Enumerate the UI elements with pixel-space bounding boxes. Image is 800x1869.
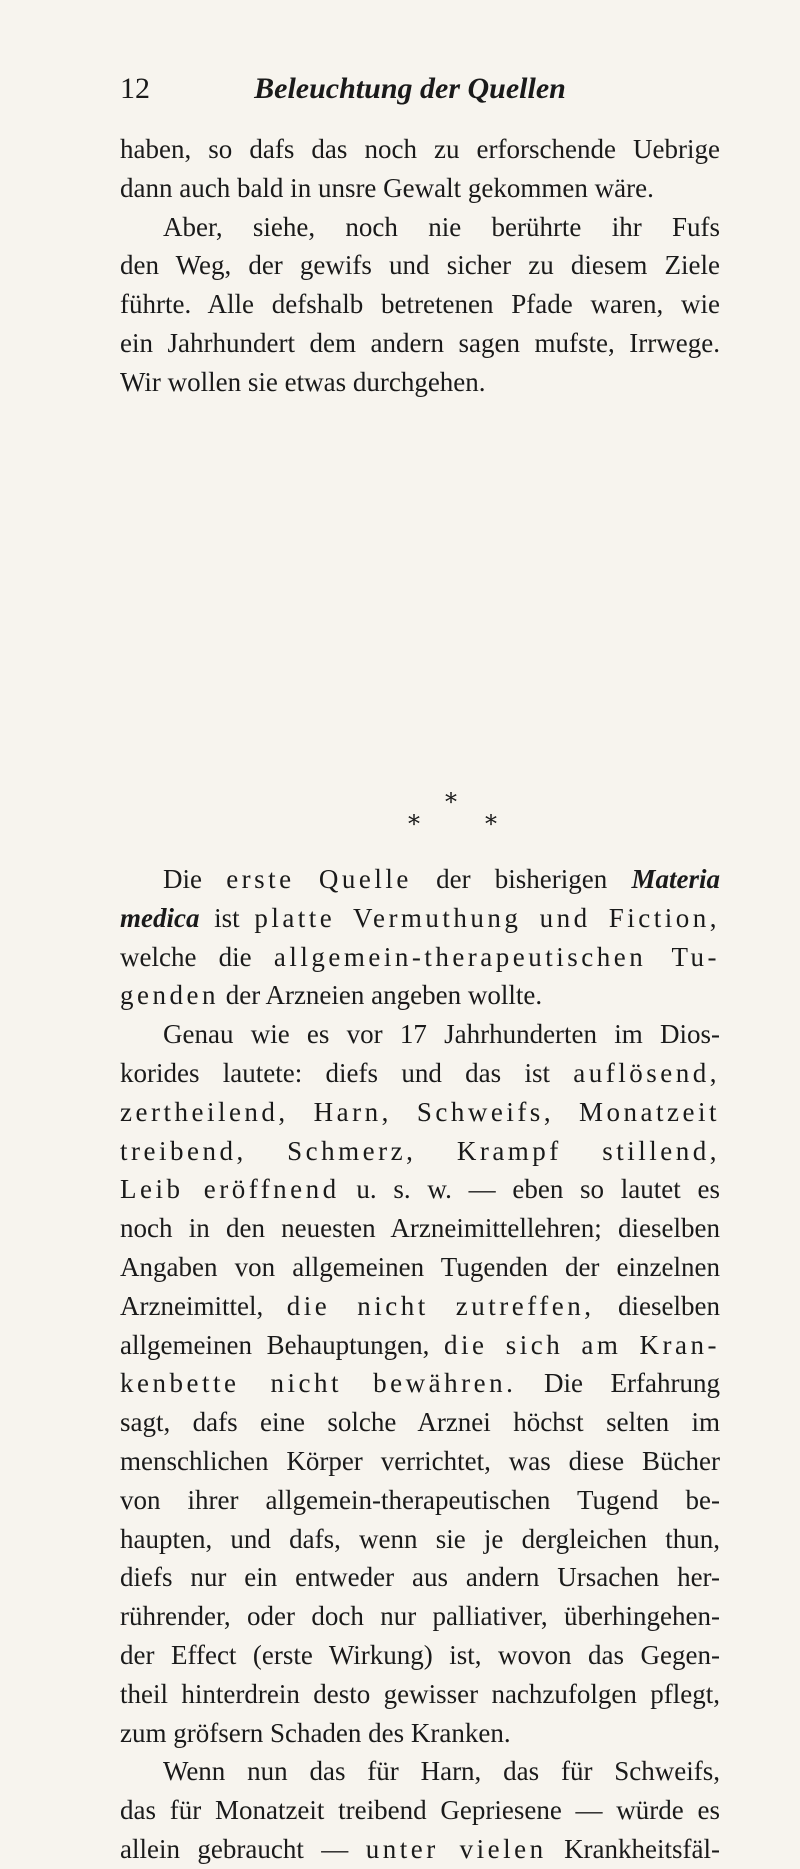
text-line: Wir wollen sie etwas durchgehen. [120, 366, 486, 397]
page-header [110, 72, 710, 120]
separator-asterisk: * [485, 810, 497, 838]
text-line: medica ist platte Vermuthung und Fiction, [120, 902, 720, 933]
text-line: das für Monatzeit treibend Gepriesene — würde es [120, 1795, 720, 1826]
text-line: allgemeinen Behauptungen, die sich am Kran- [120, 1329, 721, 1360]
text-line: allein gebraucht — unter vielen Krankheitsfäl- [120, 1833, 720, 1864]
text-line: noch in den neuesten Arzneimittellehren; dieselben [120, 1213, 720, 1244]
text-line: zertheilend, Harn, Schweifs, Monatzeit [120, 1096, 720, 1127]
separator-asterisk: * [408, 810, 420, 838]
text-line: Aber, siehe, noch nie berührte ihr Fufs [163, 211, 720, 242]
text-line: welche die allgemein-therapeutischen Tu- [120, 941, 721, 972]
separator-asterisk: * [445, 788, 457, 816]
text-line: genden der Arzneien angeben wollte. [120, 980, 543, 1011]
text-line: Angaben von allgemeinen Tugenden der einzelnen [120, 1251, 720, 1282]
text-line: der Effect (erste Wirkung) ist, wovon das Gegen- [120, 1639, 720, 1670]
running-title: Beleuchtung der Quellen [254, 72, 566, 105]
text-line: Genau wie es vor 17 Jahrhunderten im Dios- [163, 1019, 720, 1050]
text-line: kenbette nicht bewähren. Die Erfahrung [120, 1368, 720, 1399]
section-separator [0, 788, 800, 852]
text-line: menschlichen Körper verrichtet, was diese Bücher [120, 1445, 720, 1476]
text-line: sagt, dafs eine solche Arznei höchst selten im [120, 1407, 720, 1438]
body-text-lower [120, 860, 720, 1869]
text-line: Leib eröffnend u. s. w. — eben so lautet es [120, 1174, 720, 1205]
text-line: von ihrer allgemein-therapeutischen Tugend be- [120, 1484, 720, 1515]
text-line: theil hinterdrein desto gewisser nachzufolgen pflegt, [120, 1678, 720, 1709]
text-line: Arzneimittel, die nicht zutreffen, dieselben [120, 1290, 721, 1321]
text-line: ein Jahrhundert dem andern sagen mufste, Irrwege. [120, 327, 720, 358]
text-line: treibend, Schmerz, Krampf stillend, [120, 1135, 720, 1166]
text-line: diefs nur ein entweder aus andern Ursachen her- [120, 1562, 720, 1593]
text-line: den Weg, der gewifs und sicher zu diesem Ziele [120, 250, 720, 281]
text-line: Wenn nun das für Harn, das für Schweifs, [163, 1756, 720, 1787]
text-line: rührender, oder doch nur palliativer, überhingehen- [120, 1601, 720, 1632]
text-line: haupten, und dafs, wenn sie je dergleichen thun, [120, 1523, 720, 1554]
text-line: führte. Alle defshalb betretenen Pfade waren, wie [120, 289, 720, 320]
text-line: Die erste Quelle der bisherigen Materia [163, 864, 720, 894]
text-line: zum gröfsern Schaden des Kranken. [120, 1717, 511, 1748]
text-line: dann auch bald in unsre Gewalt gekommen wäre. [120, 172, 654, 203]
text-line: korides lautete: diefs und das ist auflösend, [120, 1057, 720, 1088]
body-text-upper [120, 130, 720, 402]
page-number: 12 [120, 72, 150, 105]
text-line: haben, so dafs das noch zu erforschende Uebrige [120, 134, 720, 164]
